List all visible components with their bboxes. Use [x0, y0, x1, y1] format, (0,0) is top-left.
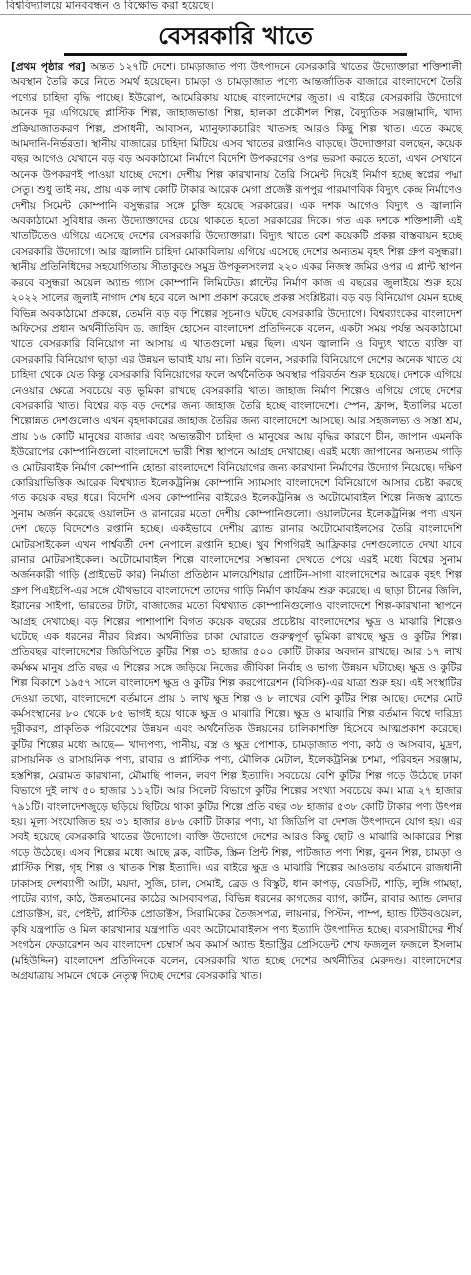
- article-headline: বেসরকারি খাতে: [64, 21, 407, 56]
- article-body: [0, 58, 471, 1268]
- previous-article-tail: বিশ্ববিদ্যালয়ে মানববন্ধন ও বিক্ষোভ করা হয়েছে।: [0, 0, 471, 15]
- article-paragraph: [11, 60, 462, 984]
- continued-from-label: [প্রথম পৃষ্ঠার পর]: [11, 61, 86, 73]
- article-text: অন্তত ১২৭টি দেশে। চামড়াজাত পণ্য উৎপাদনে বেসরকারি খাতের উদ্যোক্তারা শক্তিশালী অবস্থান তৈরি করে নিতে সমর্থ হয়েছেন। চামড়া ও চামড়াজাত পণ্যে আন্তর্জাতিক বাজারে বাংলাদেশে তৈরি পণ্যের চাহিদা বৃদ্ধি পাচ্ছে। ইউরোপ, আমেরিকায় যাচ্ছে বাংলাদেশের জুতা। এ বাইরে বেসরকারি উদ্যোগে অনেক দূর এগিয়েছে প্লাস্টিক শিল্প, জাহাজভাঙা শিল্প, হালকা প্রকৌশল শিল্প, বৈদ্যুতিক সরঞ্জামাদি, খাদ্য প্রক্রিয়াজাতকরণ শিল্প, প্রসাধনী, আবাসন, ম্যানুফ্যাকচারিং খাতসহ আরও কিছু শিল্প খাত। এতে কমছে আমদানি-নির্ভরতা। স্থানীয় বাজারের চাহিদা মিটিয়ে এসব খাতের রপ্তানিও বাড়ছে। উদ্যোক্তারা বলছেন, কয়েক বছর আগেও যেখানে বড় বড় অবকাঠামো নির্মাণে বিদেশি উপকরণের ওপর ভরসা করতে হতো, এখন সেখানে অনেক উপকরণই পাওয়া যাচ্ছে দেশে। দেশীয় শিল্প কারখানায় তৈরি সিমেন্ট দিয়েই নির্মাণ হচ্ছে স্বপ্নের পদ্মা সেতু। শুধু তাই নয়, প্রায় এক লাখ কোটি টাকার আরেক মেগা প্রজেক্ট রূপপুর পারমাণবিক বিদ্যুৎ কেন্দ্র নির্মাণেও দেশীয় সিমেন্ট কোম্পানি বসুন্ধরার সঙ্গে চুক্তি হয়েছে সরকারের। এক দশক আগেও বিদ্যুৎ ও জ্বালানি অবকাঠামো সুবিধার জন্য উদ্যোক্তাদের চেয়ে থাকতে হতো সরকারের দিকে। গত এক দশকে শক্তিশালী এই খাতটিতেও এগিয়ে এসেছে দেশের বেসরকারি উদ্যোক্তারা। বিদ্যুৎ খাতে বেশ কয়েকটি প্রকল্প বাস্তবায়ন হচ্ছে বেসরকারি উদ্যোগে। আর জ্বালানি চাহিদা মোকাবিলায় এগিয়ে এসেছে দেশের অন্যতম বৃহৎ শিল্প গ্রুপ বসুন্ধরা। স্থানীয় প্রতিনিধিদের সহযোগিতায় সীতাকুণ্ডে সমুদ্র উপকূলসংলগ্ন ২২০ একর নিজস্ব জমির ওপর এ প্লান্ট স্থাপন করবে বসুন্ধরা অয়েল অ্যান্ড গ্যাস কোম্পানি লিমিটেড। প্লান্টের নির্মাণ কাজ এ বছরের জুলাইয়ে শুরু হয়ে ২০২২ সালের জুলাই নাগাদ শেষ হবে বলে আশা প্রকাশ করেছে প্রকল্প সংশ্লিষ্টরা। বড় বড় বিনিয়োগ যেমন হচ্ছে বিভিন্ন অবকাঠামো প্রকল্পে, তেমনি বড় বড় শিল্পের সূচনাও ঘটছে বেসরকারি উদ্যোগে। বিশ্বব্যাংকের বাংলাদেশ অফিসের প্রধান অর্থনীতিবিদ ড. জাহিদ হোসেন বাংলাদেশ প্রতিদিনকে বলেন, একটা সময় পর্যন্ত অবকাঠামো খাতে বেসরকারি বিনিয়োগ না আসায় এ খাতগুলো মন্থর ছিল। এখন জ্বালানি ও বিদ্যুৎ খাতে ব্যক্তি বা বেসরকারি বিনিয়োগ ছাড়া এর উন্নয়ন ভাবাই যায় না। তিনি বলেন, সরকারি বিনিয়োগে দেশের অনেক খাতে যে চাহিদা থেকে যেত কিন্তু বেসরকারি বিনিয়োগের ফলে অর্থনৈতিক অবস্থার পরিবর্তন শুরু হয়েছে। দেশকে এগিয়ে নেওয়ার ক্ষেত্রে সবচেয়ে বড় ভূমিকা রাখছে বেসরকারি খাত। জাহাজ নির্মাণ শিল্পেও এগিয়ে গেছে দেশের বেসরকারি খাত। বিশ্বের বড় বড় দেশের জন্য জাহাজ তৈরি হচ্ছে বাংলাদেশে। স্পেন, ফ্রান্স, ইতালির মতো শিল্পোন্নত দেশগুলোও এখন বৃহদাকারের জাহাজ তৈরির জন্য বাংলাদেশে আসছে। আর সহজলভ্য ও সস্তা শ্রম, প্রায় ১৬ কোটি মানুষের বাজার এবং অভ্যন্তরীণ চাহিদা ও মানুষের আয় বৃদ্ধির কারণে চীন, জাপান এমনকি ইউরোপের কোম্পানিগুলো বাংলাদেশে ভারী শিল্প স্থাপনে আগ্রহ দেখাচ্ছে। এরই মধ্যে জাপানের অন্যতম গাড়ি ও মোটরবাইক নির্মাণ কোম্পানি হোন্ডা বাংলাদেশে বিনিয়োগের জন্য কারখানা নির্মাণের উদ্যোগ নিয়েছে। দক্ষিণ কোরিয়াভিত্তিক আরেক বিশ্বখ্যাত ইলেকট্রনিক্স কোম্পানি স্যামসাং বাংলাদেশে বিনিয়োগে আসার চেষ্টা করছে গত কয়েক বছর ধরে। বিদেশি এসব কোম্পানির বাইরেও ইলেকট্রনিক্স ও অটোমোবাইল শিল্পে নিজস্ব ব্র্যান্ডে সুনাম অর্জন করেছে ওয়ালটন ও রানারের মতো দেশীয় কোম্পানিগুলো। ওয়ালটনের ইলেকট্রনিক্স পণ্য এখন দেশ ছেড়ে বিদেশেও রপ্তানি হচ্ছে। একইভাবে দেশীয় ব্র্যান্ড রানার অটোমোবাইলসের তৈরি বাংলাদেশি মোটরসাইকেল এখন পার্শ্ববর্তী দেশ নেপালে রপ্তানি হচ্ছে। খুব শিগগিরই আফ্রিকার দেশগুলোতে দেখা যাবে রানার মোটরসাইকেল। অটোমোবাইল শিল্পে বাংলাদেশের সম্ভাবনা দেখতে পেয়ে এরই মধ্যে বিশ্বের সুনাম অর্জনকারী গাড়ি (প্রাইভেট কার) নির্মাতা প্রতিষ্ঠান মালয়েশিয়ার প্রোটিন-সাগা বাংলাদেশের আরেক বৃহৎ শিল্প গ্রুপ পিএইচপি-এর সঙ্গে যৌথভাবে বাংলাদেশে তাদের গাড়ি নির্মাণ কার্যক্রম শুরু করেছে। এ ছাড়া চীনের জিলি, ইরানের সাইপা, ভারতের টাটা, বাজাজের মতো বিশ্বখ্যাত কোম্পানিগুলোও বাংলাদেশে শিল্প-কারখানা স্থাপনে আগ্রহ দেখাচ্ছে। বড় শিল্পের পাশাপাশি বিগত কয়েক বছরের প্রচেষ্টায় বাংলাদেশের ক্ষুদ্র ও মাঝারি শিল্পেও ঘটেছে এক ধরনের নীরব বিপ্লব। অর্থনীতির চাকা ঘোরাতে গুরুত্বপূর্ণ ভূমিকা রাখছে ক্ষুদ্র ও কুটির শিল্প। প্রতিবছর বাংলাদেশের জিডিপিতে কুটির শিল্প ৩১ হাজার ৫০০ কোটি টাকার অবদান রাখছে। আর ১৭ লাখ কর্মক্ষম মানুষ প্রতি বছর এ শিল্পের সঙ্গে জড়িয়ে নিজের জীবিকা নির্বাহ ও ভাগ্য উন্নয়ন ঘটাচ্ছে। ক্ষুদ্র ও কুটির শিল্প বিকাশে ১৯৫৭ সালে বাংলাদেশ ক্ষুদ্র ও কুটির শিল্প করপোরেশন (বিসিক)-এর যাত্রা শুরু হয়। এই সংস্থাটির দেওয়া তথ্যে, বাংলাদেশে বর্তমানে প্রায় ১ লাখ ক্ষুদ্র শিল্প ও ৮ লাখের বেশি কুটির শিল্প আছে। দেশের মোট কর্মসংস্থানের ৮০ থেকে ৮৫ ভাগই হয়ে থাকে ক্ষুদ্র ও মাঝারি শিল্পে। ক্ষুদ্র ও মাঝারি শিল্প বর্তমান বিশ্বে দারিদ্র্য দূরীকরণ, প্রাকৃতিক পরিবেশের উন্নয়ন এবং অর্থনৈতিক উন্নয়নের চালিকাশক্তি হিসেবে আত্মপ্রকাশ করেছে। কুটির শিল্পের মধ্যে আছে— খাদ্যপণ্য, পানীয়, বস্ত্র ও ক্ষুদ্র পোশাক, চামড়াজাত পণ্য, কাঠ ও আসবাব, মুদ্রণ, রাসায়নিক ও রাসায়নিক পণ্য, রাবার ও প্লাস্টিক পণ্য, মৌলিক মেটাল, ইলেকট্রনিক্স চশমা, পরিবহন সরঞ্জাম, হস্তশিল্প, মেরামত কারখানা, মৌমাছি পালন, লবণ শিল্প ইত্যাদি। সবচেয়ে বেশি কুটির শিল্প গড়ে উঠেছে ঢাকা বিভাগে দুই লাখ ৫০ হাজার ১১২টি। আর সিলেট বিভাগে কুটির শিল্পের সংখ্যা সবচেয়ে কম। মাত্র ২৭ হাজার ৭৯১টি। বাংলাদেশজুড়ে ছড়িয়ে ছিটিয়ে থাকা কুটির শিল্পে প্রতি বছর ৩৮ হাজার ৫৩৮ কোটি টাকার পণ্য উৎপন্ন হয়। মূল্য সংযোজিত হয় ৩১ হাজার ৪৮৬ কোটি টাকার পণ্য, যা জিডিপি বা দেশজ উৎপাদনে যোগ হয়। এর সবই হয়েছে বেসরকারি খাতের উদ্যোগে। ব্যক্তি উদ্যোগে দেশের আরও কিছু ছোট ও মাঝারি আকারের শিল্প গড়ে উঠেছে। এসব শিল্পের মধ্যে আছে ব্লক, বাটিক, স্ক্রিন প্রিন্ট শিল্প, পাটজাত পণ্য শিল্প, বুনন শিল্প, চামড়া ও প্লাস্টিক শিল্প, গৃহ শিল্প ও খাতক শিল্প ইত্যাদি। এর বাইরে ক্ষুদ্র ও মাঝারি শিল্পের আওতায় বর্তমানে রাজধানী ঢাকাসহ দেশব্যাপী আটা, ময়দা, সুজি, চাল, সেমাই, ব্রেড ও বিস্কুট, ধান কাপড়, বেডসিট, শাড়ি, লুঙ্গি গামছা, পাটের ব্যাগ, কাঠ, উন্নতমানের কাঠের আসবাবপত্র, বিভিন্ন ধরনের কাগজের ব্যাগ, কার্টন, রাবার অ্যান্ড লেদার প্রোডাক্টস, রং, পেইন্ট, প্লাস্টিক প্রোডাক্টস, সিরামিকের তৈজসপত্র, লায়নার, পিস্টন, পাম্প, হ্যান্ড টিউবওয়েল, কৃষি যন্ত্রপাতি ও মিল কারখানার যন্ত্রপাতি এবং অটোমোবাইলস পণ্য ইত্যাদি উৎপাদিত হচ্ছে। ব্যবসায়ীদের শীর্ষ সংগঠন ফেডারেশন অব বাংলাদেশ চেম্বার্স অব কমার্স অ্যান্ড ইন্ডাস্ট্রির প্রেসিডেন্ট শেখ ফজলুল ফজলে ইসলাম (মহিউদ্দিন) বাংলাদেশ প্রতিদিনকে বলেন, বেসরকারি খাত হচ্ছে দেশের অর্থনীতির মেরুদণ্ড। বাংলাদেশের অগ্রযাত্রায় সামনে থেকে নেতৃত্ব দিচ্ছে দেশের বেসরকারি খাত।: [11, 61, 462, 982]
